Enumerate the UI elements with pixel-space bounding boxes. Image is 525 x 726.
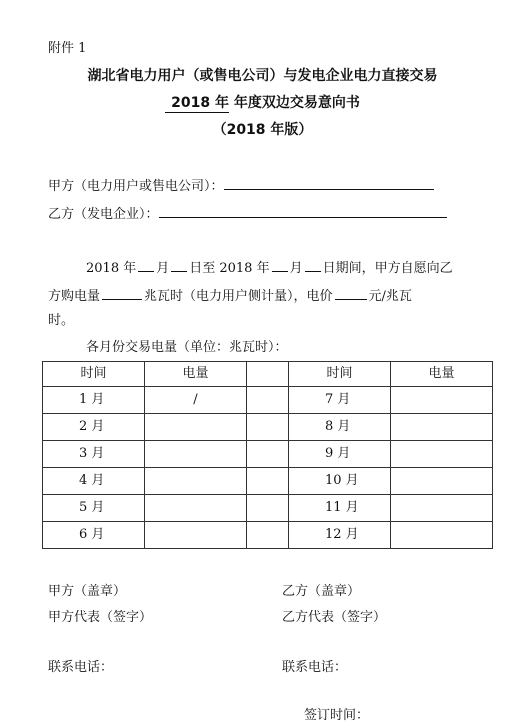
month-right: 10 月 bbox=[289, 468, 391, 495]
body-text: 日至 2018 年 bbox=[189, 261, 270, 276]
party-a-field[interactable] bbox=[224, 176, 434, 190]
body-text: 日期间，甲方自愿向乙 bbox=[322, 261, 453, 276]
table-row bbox=[43, 495, 493, 522]
header-volume-left: 电量 bbox=[145, 362, 247, 387]
month-right: 12 月 bbox=[289, 522, 391, 549]
body-text: 兆瓦时（电力用户侧计量），电价 bbox=[144, 289, 333, 304]
party-b-field[interactable] bbox=[159, 204, 447, 218]
purchase-volume-field[interactable] bbox=[102, 286, 142, 300]
month-right: 8 月 bbox=[289, 414, 391, 441]
title-line-1: 湖北省电力用户（或售电公司）与发电企业电力直接交易 bbox=[87, 68, 438, 84]
month-right: 7 月 bbox=[289, 387, 391, 414]
spacer-cell bbox=[247, 495, 289, 522]
end-month-field[interactable] bbox=[272, 258, 288, 272]
volume-right[interactable] bbox=[391, 387, 493, 414]
spacer-cell bbox=[247, 522, 289, 549]
party-a-representative: 甲方代表（签字） bbox=[48, 610, 153, 625]
header-spacer bbox=[247, 362, 289, 387]
title-year: 2018 年 bbox=[165, 94, 229, 113]
attachment-label: 附件 1 bbox=[48, 41, 87, 56]
month-left: 1 月 bbox=[43, 387, 145, 414]
month-right: 11 月 bbox=[289, 495, 391, 522]
header-time-right: 时间 bbox=[289, 362, 391, 387]
body-line-2 bbox=[48, 286, 412, 306]
volume-left[interactable] bbox=[145, 522, 247, 549]
volume-right[interactable] bbox=[391, 441, 493, 468]
monthly-caption: 各月份交易电量（单位：兆瓦时）： bbox=[86, 340, 288, 355]
volume-left[interactable]: / bbox=[145, 387, 247, 414]
party-a-seal: 甲方（盖章） bbox=[48, 584, 127, 599]
volume-left[interactable] bbox=[145, 414, 247, 441]
body-text: 方购电量 bbox=[48, 289, 101, 304]
party-b-seal: 乙方（盖章） bbox=[282, 584, 361, 599]
month-left: 4 月 bbox=[43, 468, 145, 495]
spacer-cell bbox=[247, 414, 289, 441]
body-line-3: 时。 bbox=[48, 313, 75, 328]
table-row bbox=[43, 522, 493, 549]
volume-left[interactable] bbox=[145, 468, 247, 495]
table-row bbox=[43, 441, 493, 468]
spacer-cell bbox=[247, 441, 289, 468]
body-line-1 bbox=[86, 258, 453, 278]
title-rest: 年度双边交易意向书 bbox=[228, 95, 360, 111]
volume-right[interactable] bbox=[391, 495, 493, 522]
start-month-field[interactable] bbox=[138, 258, 154, 272]
volume-left[interactable] bbox=[145, 495, 247, 522]
signing-date: 签订时间： bbox=[304, 708, 370, 723]
price-field[interactable] bbox=[335, 286, 367, 300]
table-row bbox=[43, 468, 493, 495]
title-line-2 bbox=[0, 94, 525, 113]
party-a-row bbox=[48, 176, 434, 196]
month-left: 6 月 bbox=[43, 522, 145, 549]
month-left: 3 月 bbox=[43, 441, 145, 468]
month-left: 5 月 bbox=[43, 495, 145, 522]
party-b-label: 乙方（发电企业）： bbox=[48, 207, 159, 222]
header-time-left: 时间 bbox=[43, 362, 145, 387]
body-text: 月 bbox=[289, 261, 303, 276]
body-text: 元/兆瓦 bbox=[368, 289, 412, 304]
party-b-phone: 联系电话： bbox=[282, 660, 348, 675]
volume-left[interactable] bbox=[145, 441, 247, 468]
title-line-3: （2018 年版） bbox=[212, 122, 313, 138]
start-day-field[interactable] bbox=[171, 258, 187, 272]
table-row bbox=[43, 387, 493, 414]
party-b-representative: 乙方代表（签字） bbox=[282, 610, 387, 625]
party-a-phone: 联系电话： bbox=[48, 660, 114, 675]
table-row bbox=[43, 414, 493, 441]
volume-right[interactable] bbox=[391, 522, 493, 549]
spacer-cell bbox=[247, 468, 289, 495]
volume-right[interactable] bbox=[391, 414, 493, 441]
monthly-volume-table bbox=[42, 361, 493, 549]
body-text: 月 bbox=[156, 261, 170, 276]
header-volume-right: 电量 bbox=[391, 362, 493, 387]
body-text: 2018 年 bbox=[86, 261, 137, 276]
spacer-cell bbox=[247, 387, 289, 414]
volume-right[interactable] bbox=[391, 468, 493, 495]
month-left: 2 月 bbox=[43, 414, 145, 441]
table-header-row bbox=[43, 362, 493, 387]
month-right: 9 月 bbox=[289, 441, 391, 468]
end-day-field[interactable] bbox=[305, 258, 321, 272]
party-a-label: 甲方（电力用户或售电公司）： bbox=[48, 179, 224, 194]
party-b-row bbox=[48, 204, 447, 224]
